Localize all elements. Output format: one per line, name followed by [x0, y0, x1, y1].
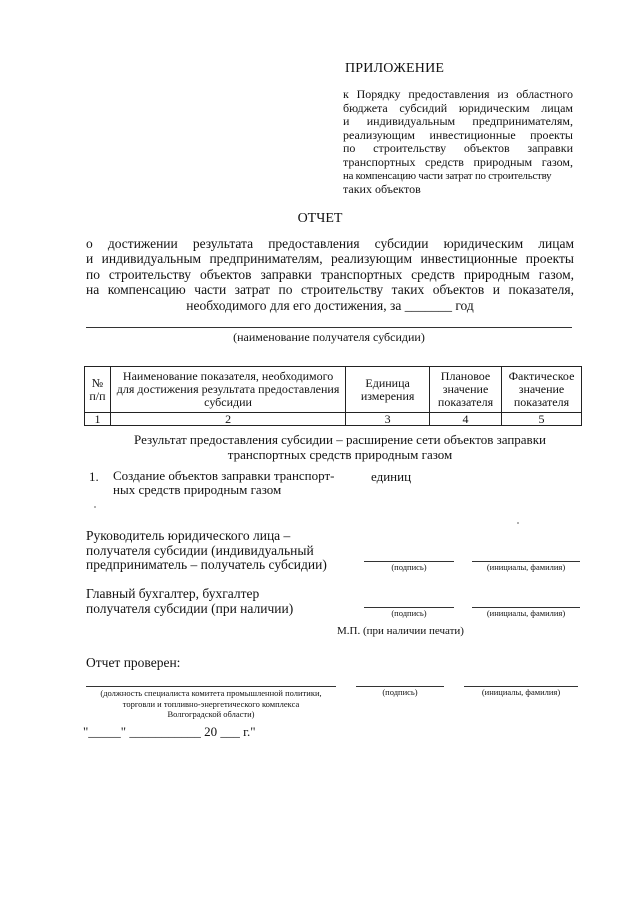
appendix-line: по строительству объектов заправки — [343, 141, 573, 156]
recipient-caption: (наименование получателя субсидии) — [233, 330, 425, 344]
report-description — [86, 236, 574, 313]
scan-speck — [517, 522, 519, 524]
item-name-line: ных средств природным газом — [113, 482, 282, 497]
item-name-line: Создание объектов заправки транспорт- — [113, 468, 335, 483]
accountant-label — [86, 587, 346, 616]
verified-label: Отчет проверен: — [86, 655, 181, 670]
position-caption-line: торговли и топливно-энергетического комплекса — [122, 698, 300, 709]
accountant-label-line: Главный бухгалтер, бухгалтер — [86, 586, 260, 601]
indicators-table — [84, 366, 582, 426]
accountant-label-line: получателя субсидии (при наличии) — [86, 600, 294, 616]
appendix-line: бюджета субсидий юридическим лицам — [343, 100, 573, 115]
initials-caption: (инициалы, фамилия) — [486, 608, 566, 618]
signature-caption: (подпись) — [382, 687, 418, 697]
appendix-line: на компенсацию части затрат по строительству — [343, 169, 552, 182]
result-statement — [120, 433, 560, 462]
verifier-position-line — [86, 686, 336, 687]
appendix-reference — [343, 88, 573, 197]
result-line: Результат предоставления субсидии – расширение сети объектов заправки — [134, 432, 546, 447]
item-unit: единиц — [371, 469, 412, 484]
recipient-name-line — [86, 327, 572, 328]
appendix-line: транспортных средств природным газом, — [343, 154, 573, 169]
verifier-position-caption — [86, 688, 336, 720]
initials-caption: (инициалы, фамилия) — [481, 687, 561, 697]
report-line: по строительству объектов заправки транспортных средств природным газом, — [86, 266, 574, 282]
report-period-line: необходимого для его достижения, за _______ год — [186, 297, 474, 313]
appendix-line: таких объектов — [343, 182, 421, 197]
appendix-line: реализующим инвестиционные проекты — [343, 127, 573, 142]
column-number: 2 — [110, 413, 345, 426]
column-number: 5 — [502, 413, 582, 426]
signature-caption: (подпись) — [391, 562, 427, 572]
report-line: и индивидуальным предпринимателям, реализующим инвестиционные проекты — [86, 251, 574, 267]
report-line: на компенсацию части затрат по строительству таких объектов и показателя, — [86, 282, 574, 298]
position-caption-line: (должность специалиста комитета промышленной политики, — [100, 688, 322, 698]
report-title: ОТЧЕТ — [297, 211, 343, 226]
appendix-title: ПРИЛОЖЕНИЕ — [345, 61, 445, 76]
signature-caption: (подпись) — [391, 608, 427, 618]
position-caption-line: Волгоградской области) — [167, 709, 255, 719]
director-label — [86, 529, 346, 573]
verification-date: "_____" ___________ 20 ___ г." — [83, 724, 256, 739]
column-number: 1 — [85, 413, 111, 426]
initials-caption: (инициалы, фамилия) — [486, 562, 566, 572]
column-header-planned: Плановое значение показателя — [430, 367, 502, 413]
column-header-number: № п/п — [85, 367, 111, 413]
column-number: 3 — [346, 413, 430, 426]
stamp-note: М.П. (при наличии печати) — [337, 625, 464, 637]
column-number: 4 — [430, 413, 502, 426]
column-header-unit: Единица измерения — [346, 367, 430, 413]
appendix-line: к Порядку предоставления из областного — [343, 87, 573, 101]
column-header-indicator: Наименование показателя, необходимого для достижения результата предоставления субсидии — [110, 367, 345, 413]
result-line: транспортных средств природным газом — [227, 446, 453, 462]
director-label-line: получателя субсидии (индивидуальный — [86, 542, 314, 558]
column-header-actual: Фактическое значение показателя — [502, 367, 582, 413]
scan-speck — [94, 506, 96, 508]
table-numbering-row — [85, 413, 582, 426]
appendix-line: и индивидуальным предпринимателям, — [343, 114, 573, 129]
director-label-line: Руководитель юридического лица – — [86, 528, 291, 543]
item-name — [113, 469, 349, 497]
report-line: о достижении результата предоставления субсидии юридическим лицам — [86, 236, 574, 251]
director-label-line: предприниматель – получатель субсидии) — [86, 557, 327, 572]
table-header-row — [85, 367, 582, 413]
item-number: 1. — [89, 469, 99, 484]
